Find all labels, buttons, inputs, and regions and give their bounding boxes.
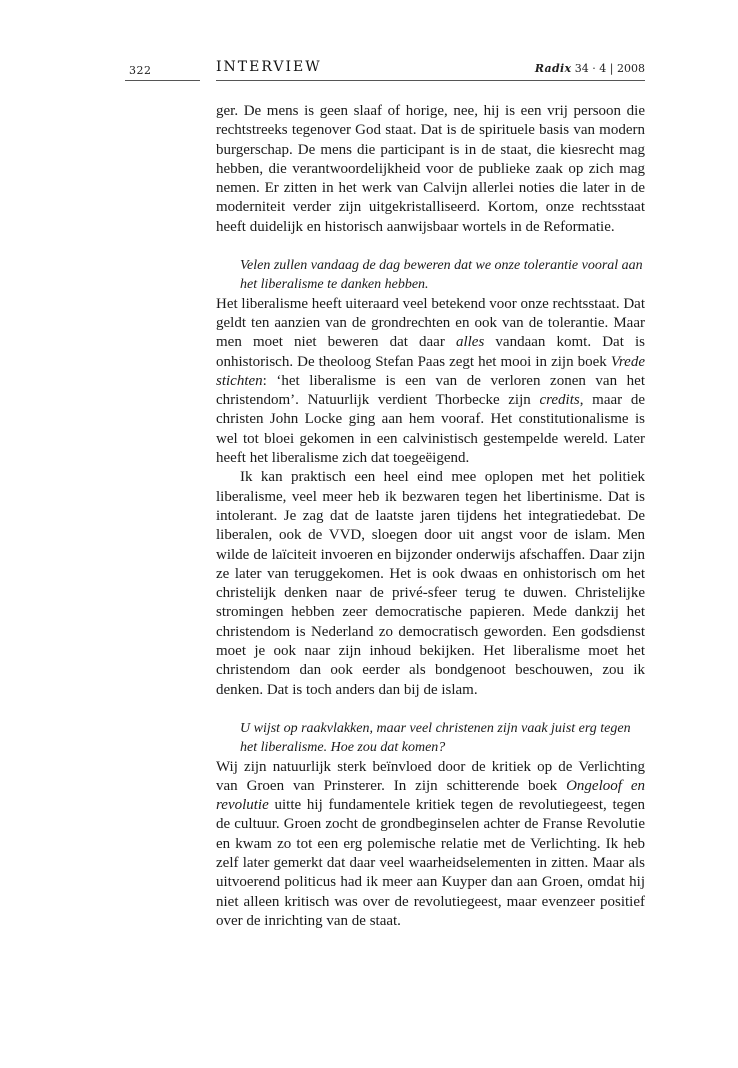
paragraph-2-text-g: , maar de christen John Locke ging aan hem vooraf. Het constitutionalisme is wel tot bloei gekomen in een calvinistisch gestempelde wereld. Later heeft het liberalisme zich dat toegeëigend. <box>216 392 645 467</box>
paragraph-4 <box>216 758 645 932</box>
journal-name: Radix <box>534 62 572 75</box>
journal-issue: 34 · 4 | 2008 <box>571 62 645 75</box>
header-left-rule <box>125 80 200 81</box>
paragraph-2-text-c: vandaan komt. Dat is onhistorisch. De theoloog Stefan Paas zegt het mooi in zijn boek <box>216 334 645 370</box>
header-rule <box>216 80 645 81</box>
paragraph-1: ger. De mens is geen slaaf of horige, nee, hij is een vrij persoon die rechtstreeks tegenover God staat. Dat is de spirituele basis van modern burgerschap. De mens die participant is in de staat, die kiesrecht mag hebben, die verantwoordelijkheid voor de publieke zaak op zich mag nemen. Er zitten in het werk van Calvijn allerlei noties die later in de moderniteit verder zijn uitgekristalliseerd. Kortom, onze rechtsstaat heeft duidelijk en historisch aanwijsbaar wortels in de Reformatie. <box>216 103 645 235</box>
emphasis-credits: credits <box>539 392 580 409</box>
paragraph-2-text-e: : ‘het liberalisme is een van de verloren zonen van het christendom’. Natuurlijk verdient Thorbecke zijn <box>216 372 645 409</box>
paragraph-3: Ik kan praktisch een heel eind mee oplopen met het politiek liberalisme, veel meer heb ik bezwaren tegen het libertinisme. Dat is intolerant. Je zag dat de laatste jaren tijdens het integratiedebat. De liberalen, ook de VVD, sloegen door uit angst voor de islam. Men wilde de laïciteit invoeren en bijzonder onderwijs afschaffen. Daar zijn ze later van teruggekomen. Het is ook dwaas en onhistorisch om het christelijk denken naar de privé-sfeer terug te duwen. Christelijke stromingen hebben zeer democratische papieren. Mede dankzij het christendom is Nederland zo democratisch geworden. Een godsdienst moet je ook naar zijn inhoud bekijken. Het liberalisme moet het christendom dan ook eerder als bondgenoot beschouwen, zou ik denken. Dat is toch anders dan bij de islam. <box>216 469 645 698</box>
emphasis-alles: alles <box>455 334 485 351</box>
paragraph-2 <box>216 295 645 469</box>
book-title-ongeloof-en-revolutie: Ongeloof en revolutie <box>216 777 646 814</box>
paragraph-4-text-c: uitte hij fundamentele kritiek tegen de revolutiegeest, tegen de cultuur. Groen zocht de grondbeginselen achter de Franse Revolutie en kwam zo tot een erg polemische relatie met de Verlichting. Ik heb zelf later gemerkt dat daar veel waarheidselementen in zitten. Maar als uitvoerend politicus had ik meer aan Kuyper dan aan Groen, omdat hij niet alleen kritisch was over de revolutiegeest, maar evenzeer positief over de inrichting van de staat. <box>216 797 645 929</box>
journal-citation <box>535 62 645 75</box>
interview-question-2: U wijst op raakvlakken, maar veel christenen zijn vaak juist erg tegen het liberalisme. Hoe zou dat komen? <box>240 720 631 756</box>
interview-question-1: Velen zullen vandaag de dag beweren dat we onze tolerantie vooral aan het liberalisme te danken hebben. <box>240 258 643 293</box>
book-title-vrede-stichten: Vrede stichten <box>216 353 645 389</box>
page-number: 322 <box>129 64 152 77</box>
paragraph-2-text-a: Het liberalisme heeft uiteraard veel betekend voor onze rechtsstaat. Dat geldt ten aanzien van de grondrechten en ook van de tolerantie. Maar men moet niet beweren dat daar <box>216 295 645 351</box>
article-body <box>216 102 645 931</box>
paragraph-4-text-a: Wij zijn natuurlijk sterk beïnvloed door de kritiek op de Verlichting van Groen van Prinsterer. In zijn schitterende boek <box>216 758 645 794</box>
section-title: INTERVIEW <box>216 59 322 75</box>
